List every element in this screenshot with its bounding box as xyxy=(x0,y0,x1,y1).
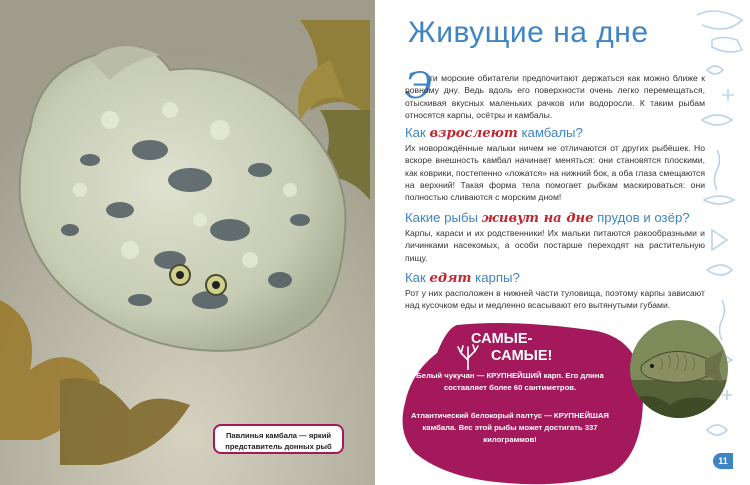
page-number: 11 xyxy=(713,453,733,469)
subheading-carp-eating xyxy=(405,270,520,286)
subheading-highlight: взрослеют xyxy=(429,126,518,141)
samye-heading-line-2: САМЫЕ! xyxy=(491,348,553,364)
caption-line-1: Павлинья камбала — яркий xyxy=(225,431,332,440)
fish-icon-3 xyxy=(704,196,734,204)
seahorse-icon xyxy=(715,150,720,190)
subheading-text: Как xyxy=(405,270,430,285)
fact-halibut: Атлантический белокорый палтус — КРУПНЕЙШАЯ камбала. Вес этой рыбы может достигать 337 килограммов! xyxy=(411,411,609,444)
intro-paragraph: ти морские обитатели предпочитают держаться как можно ближе к ровному дну. Ведь вдоль его поверхности очень легко перемещаться, отыскивая вкусных маленьких рачков или водоросли. К таким рыбам относятся карпы, осётры и камбалы. xyxy=(405,73,705,120)
seahorse-icon-2 xyxy=(720,300,725,340)
text-page xyxy=(375,0,750,485)
fish-icon-2 xyxy=(702,115,732,125)
paragraph-flounder-growth: Их новорождённые мальки ничем не отличаются от других рыбёшек. Но вскоре внешность камбал начинает меняться: они становятся плоскими, как коврики, постепенно «ложатся» на нижний бок, а оба глаза смещаются на верхний! Такая форма тела помогает рыбкам маскироваться: они полностью сливаются с морским дном! xyxy=(405,143,705,203)
crab-icon xyxy=(707,265,732,275)
subheading-text-end: карпы? xyxy=(471,270,520,285)
paragraph-bottom-fish: Карпы, караси и их родственники! Их мальки питаются ракообразными и личинками насекомых, а особи постарше переходят на растительную пищу. xyxy=(405,228,705,263)
subheading-flounder-growth xyxy=(405,125,583,141)
drop-cap: Э xyxy=(405,66,433,107)
photo-caption xyxy=(213,424,344,454)
caption-line-2: представитель донных рыб xyxy=(225,442,332,451)
subheading-text-end: прудов и озёр? xyxy=(593,210,690,225)
subheading-text: Какие рыбы xyxy=(405,210,482,225)
subheading-highlight: живут на дне xyxy=(481,211,594,226)
starfish-icon-2 xyxy=(722,390,732,400)
subheading-text: Как xyxy=(405,125,430,140)
fact-white-sucker: Белый чукучан — КРУПНЕЙШИЙ карп. Его длина составляет более 60 сантиметров. xyxy=(416,371,604,392)
fish-icon xyxy=(707,66,723,74)
carp-photo xyxy=(630,320,728,418)
page-title: Живущие на дне xyxy=(408,16,649,49)
subheading-bottom-fish xyxy=(405,210,690,226)
stingray-icon xyxy=(712,38,742,52)
coral-icon xyxy=(454,344,482,370)
paragraph-carp-eating: Рот у них расположен в нижней части туловища, поэтому карпы зависают над кусочком еды и медленно всасывают его вытянутыми губами. xyxy=(405,288,705,311)
carp-illustration xyxy=(630,320,728,418)
subheading-highlight: едят xyxy=(429,271,472,286)
samye-heading-line-1: САМЫЕ- xyxy=(471,331,533,347)
subheading-text-end: камбалы? xyxy=(517,125,583,140)
dolphin-icon xyxy=(697,11,742,29)
fish-tail-icon xyxy=(712,230,727,250)
shell-icon xyxy=(707,425,727,435)
starfish-icon xyxy=(722,89,734,101)
